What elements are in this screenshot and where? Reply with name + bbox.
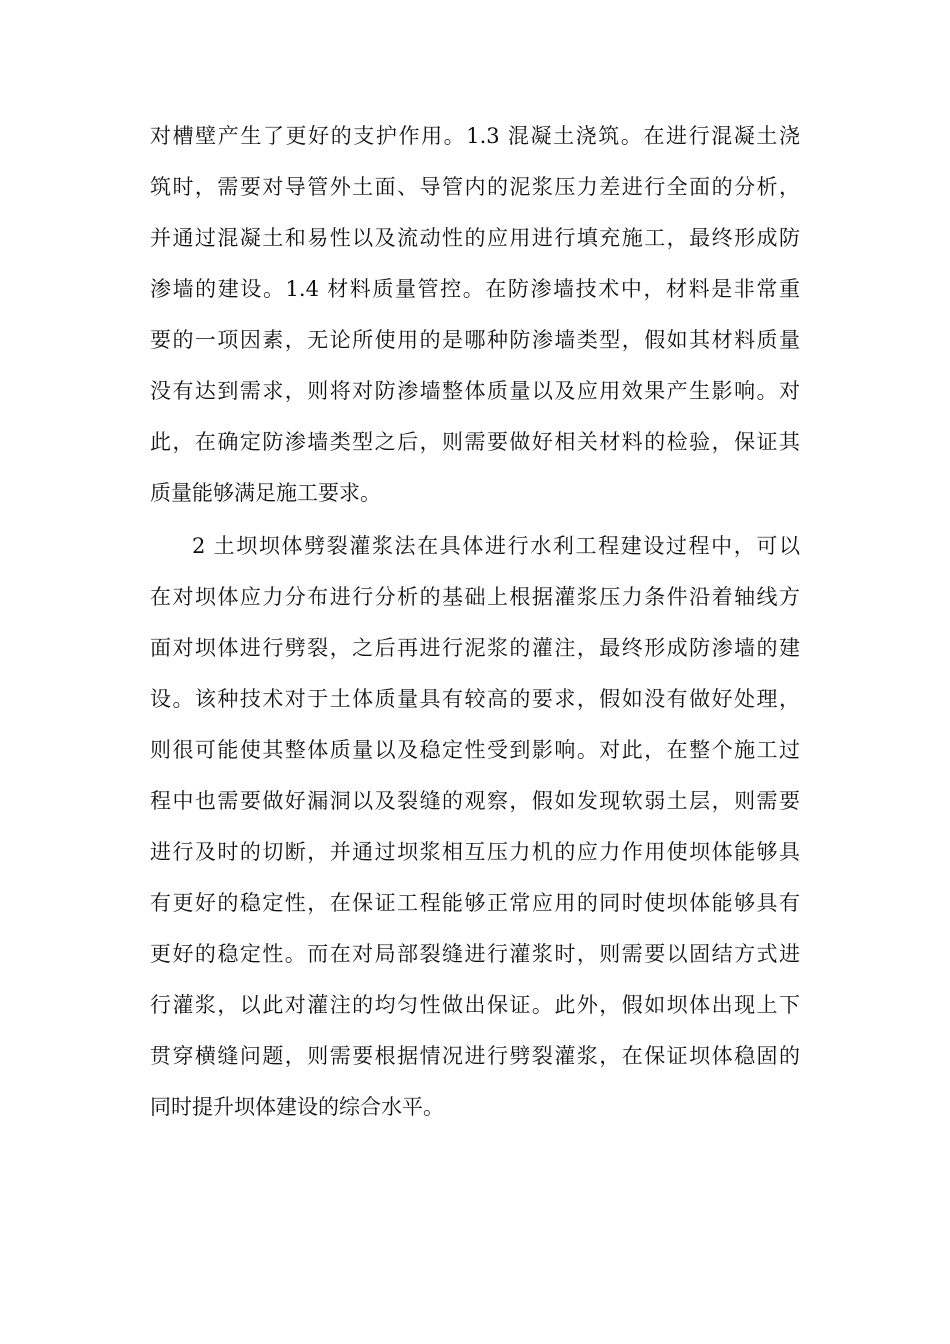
paragraph-2-line-3: 面对坝体进行劈裂，之后再进行泥浆的灌注，最终形成防渗墙的建 [150, 636, 800, 660]
paragraph-1-line-7: 此，在确定防渗墙类型之后，则需要做好相关材料的检验，保证其 [150, 430, 800, 454]
paragraph-1-line-3: 并通过混凝土和易性以及流动性的应用进行填充施工，最终形成防 [150, 226, 800, 250]
paragraph-2-line-6: 程中也需要做好漏洞以及裂缝的观察，假如发现软弱土层，则需要 [150, 789, 800, 813]
body-text [150, 110, 800, 1170]
paragraph-2-line-2: 在对坝体应力分布进行分析的基础上根据灌浆压力条件沿着轴线方 [150, 585, 800, 609]
paragraph-2-line-10: 行灌浆，以此对灌注的均匀性做出保证。此外，假如坝体出现上下 [150, 993, 800, 1017]
paragraph-1-line-1: 对槽壁产生了更好的支护作用。1.3 混凝土浇筑。在进行混凝土浇 [150, 124, 800, 148]
paragraph-2-line-9: 更好的稳定性。而在对局部裂缝进行灌浆时，则需要以固结方式进 [150, 942, 800, 966]
paragraph-2-line-1: 2 土坝坝体劈裂灌浆法在具体进行水利工程建设过程中，可以 [192, 534, 800, 558]
paragraph-1-line-6: 没有达到需求，则将对防渗墙整体质量以及应用效果产生影响。对 [150, 379, 800, 403]
paragraph-2-line-7: 进行及时的切断，并通过坝浆相互压力机的应力作用使坝体能够具 [150, 840, 800, 864]
paragraph-2-line-8: 有更好的稳定性，在保证工程能够正常应用的同时使坝体能够具有 [150, 891, 800, 915]
paragraph-1-line-4: 渗墙的建设。1.4 材料质量管控。在防渗墙技术中，材料是非常重 [150, 277, 800, 301]
paragraph-2-line-11: 贯穿横缝问题，则需要根据情况进行劈裂灌浆，在保证坝体稳固的 [150, 1044, 800, 1068]
paragraph-1-line-5: 要的一项因素，无论所使用的是哪种防渗墙类型，假如其材料质量 [150, 328, 800, 352]
paragraph-1-line-2: 筑时，需要对导管外土面、导管内的泥浆压力差进行全面的分析， [150, 175, 800, 199]
paragraph-2-line-4: 设。该种技术对于土体质量具有较高的要求，假如没有做好处理， [150, 687, 800, 711]
paragraph-2-line-5: 则很可能使其整体质量以及稳定性受到影响。对此，在整个施工过 [150, 738, 800, 762]
paragraph-1-line-8: 质量能够满足施工要求。 [150, 481, 381, 505]
paragraph-2-line-12: 同时提升坝体建设的综合水平。 [150, 1095, 444, 1119]
